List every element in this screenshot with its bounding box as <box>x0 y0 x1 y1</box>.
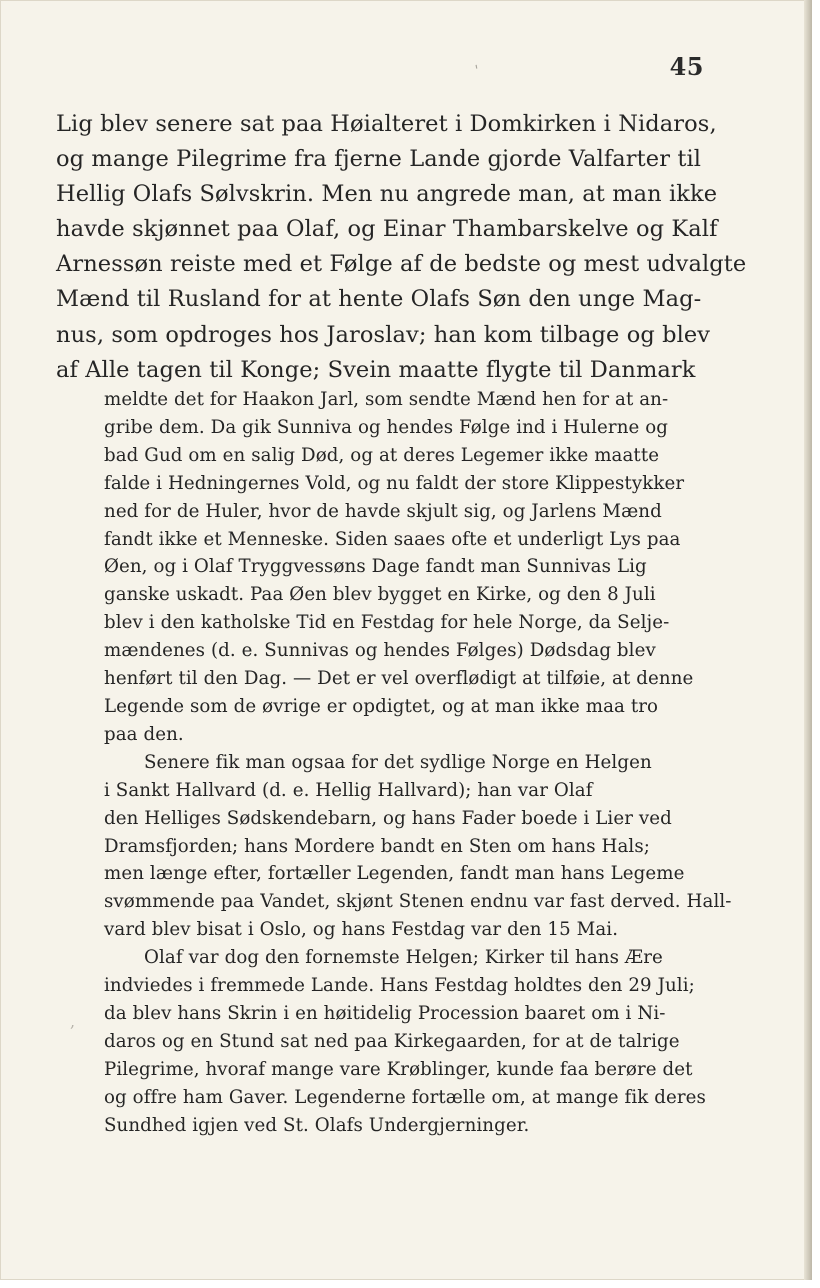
text-line: og mange Pilegrime fra fjerne Lande gjorde Valfarter til <box>56 146 702 173</box>
text-line: af Alle tagen til Konge; Svein maatte flygte til Danmark <box>56 356 696 383</box>
text-line: indviedes i fremmede Lande. Hans Festdag holdtes den 29 Juli; <box>104 975 695 997</box>
text-line: den Helliges Sødskendebarn, og hans Fader boede i Lier ved <box>104 807 672 829</box>
text-line: blev i den katholske Tid en Festdag for hele Norge, da Selje- <box>104 612 670 634</box>
text-line: og offre ham Gaver. Legenderne fortælle om, at mange fik deres <box>104 1086 706 1108</box>
text-line: havde skjønnet paa Olaf, og Einar Thambarskelve og Kalf <box>56 216 718 243</box>
text-line: Pilegrime, hvoraf mange vare Krøblinger, kunde faa berøre det <box>104 1058 693 1080</box>
text-line: Øen, og i Olaf Tryggvessøns Dage fandt man Sunnivas Lig <box>104 556 647 578</box>
text-line: men længe efter, fortæller Legenden, fandt man hans Legeme <box>104 863 685 885</box>
text-line: vard blev bisat i Oslo, og hans Festdag var den 15 Mai. <box>104 919 619 941</box>
text-line: Hellig Olafs Sølvskrin. Men nu angrede man, at man ikke <box>56 181 718 208</box>
text-line: ganske uskadt. Paa Øen blev bygget en Kirke, og den 8 Juli <box>104 584 656 606</box>
text-line: Dramsfjorden; hans Mordere bandt en Sten om hans Hals; <box>104 835 650 857</box>
text-line: Mænd til Rusland for at hente Olafs Søn den unge Mag- <box>56 286 702 313</box>
text-line: falde i Hedningernes Vold, og nu faldt der store Klippestykker <box>104 472 685 494</box>
text-line: mændenes (d. e. Sunnivas og hendes Følges) Dødsdag blev <box>104 640 656 662</box>
text-line: Senere fik man ogsaa for det sydlige Norge en Helgen <box>144 751 652 773</box>
text-line: Legende som de øvrige er opdigtet, og at man ikke maa tro <box>104 695 659 717</box>
text-line: daros og en Stund sat ned paa Kirkegaarden, for at de talrige <box>104 1030 680 1052</box>
text-line: Sundhed igjen ved St. Olafs Undergjerninger. <box>104 1114 530 1136</box>
page-number: 45 <box>669 52 704 81</box>
text-line: gribe dem. Da gik Sunniva og hendes Følge ind i Hulerne og <box>104 416 669 438</box>
text-line: svømmende paa Vandet, skjønt Stenen endnu var fast derved. Hall- <box>104 891 732 913</box>
text-line: Olaf var dog den fornemste Helgen; Kirker til hans Ære <box>144 947 663 969</box>
paper-speck: , <box>70 1012 76 1031</box>
text-line: da blev hans Skrin i en høitidelig Procession baaret om i Ni- <box>104 1002 666 1024</box>
text-line: i Sankt Hallvard (d. e. Hellig Hallvard); han var Olaf <box>104 779 593 801</box>
large-text-block <box>56 107 747 388</box>
page-edge-shadow <box>804 0 812 1280</box>
paper-speck: ˈ <box>473 61 482 82</box>
text-line: Arnessøn reiste med et Følge af de bedste og mest udvalgte <box>56 251 747 278</box>
text-line: fandt ikke et Menneske. Siden saaes ofte et underligt Lys paa <box>104 528 681 550</box>
text-line: nus, som opdroges hos Jaroslav; han kom tilbage og blev <box>56 321 711 348</box>
text-line: paa den. <box>104 723 184 745</box>
text-line: henført til den Dag. — Det er vel overflødigt at tilføie, at denne <box>104 668 694 690</box>
small-text-block <box>104 386 732 1139</box>
text-line: bad Gud om en salig Død, og at deres Legemer ikke maatte <box>104 444 660 466</box>
text-line: ned for de Huler, hvor de havde skjult sig, og Jarlens Mænd <box>104 500 662 522</box>
text-line: meldte det for Haakon Jarl, som sendte Mænd hen for at an- <box>104 389 669 410</box>
text-line: Lig blev senere sat paa Høialteret i Domkirken i Nidaros, <box>56 111 717 137</box>
